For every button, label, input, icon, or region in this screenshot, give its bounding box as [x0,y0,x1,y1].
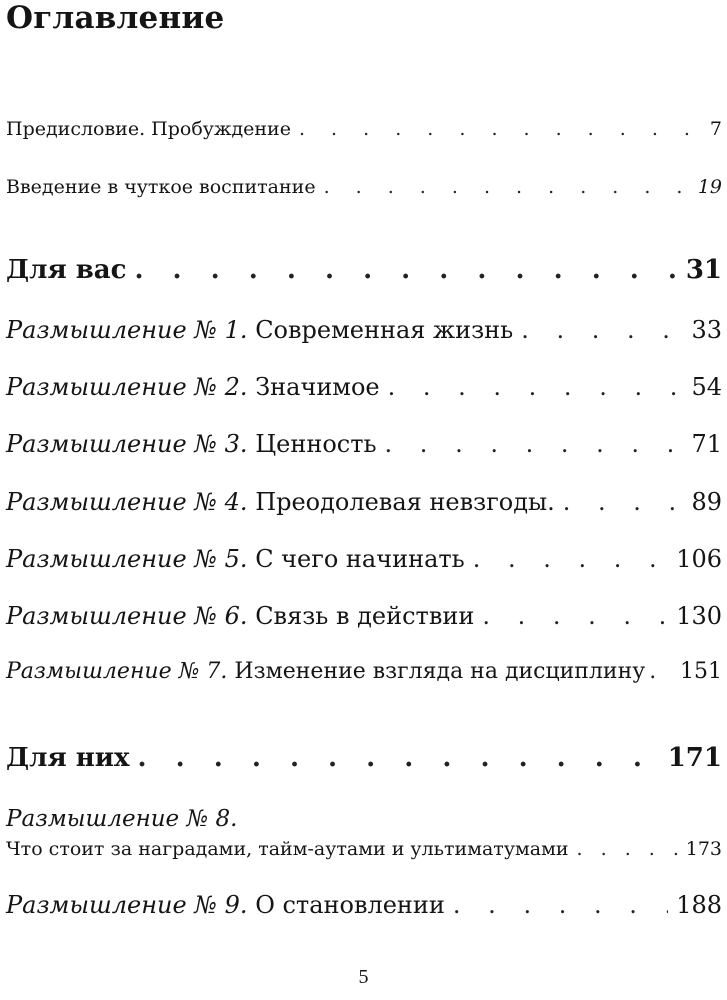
toc-entry-page: 106 [676,545,722,573]
toc-leader-dots [138,743,660,773]
toc-leader-dots [299,118,702,140]
toc-entry-prefix: Размышление № 3. [6,430,248,458]
toc-entry-page: 54 [691,373,722,401]
toc-entry-prefix: Размышление № 4. [6,488,248,516]
toc-leader-dots [453,891,668,919]
toc-entry-label: Предисловие. Пробуждение [6,118,291,140]
toc-leader-dots [385,430,684,458]
toc-section-heading[interactable] [6,255,722,285]
toc-entry[interactable] [6,488,722,516]
toc-entry-prefix: Размышление № 5. [6,545,248,573]
toc-leader-dots [324,176,690,198]
toc-section-page: 171 [667,743,722,773]
toc-entry-label: Современная жизнь [255,316,514,344]
toc-entry-label: Ценность [255,430,377,458]
toc-entry-prefix: Размышление № 1. [6,316,248,344]
toc-section-label: Для них [6,743,130,773]
toc-entry-page: 7 [709,118,722,140]
toc-entry-page: 173 [685,838,722,860]
toc-entry-page: 19 [697,176,722,198]
toc-leader-dots [649,659,676,684]
toc-entry-label: О становлении [255,891,445,919]
toc-entry[interactable] [6,430,722,458]
toc-entry-page: 188 [676,891,722,919]
toc-entry-label: Связь в действии [255,602,475,630]
toc-leader-dots [577,838,678,860]
toc-entry[interactable] [6,176,722,198]
toc-leader-dots [134,255,677,285]
toc-section-label: Для вас [6,255,127,285]
toc-entry[interactable] [6,118,722,140]
page-title: Оглавление [6,0,225,36]
toc-entry[interactable] [6,659,722,684]
toc-entry-page: 33 [691,316,722,344]
toc-leader-dots [521,316,683,344]
toc-entry[interactable] [6,602,722,630]
toc-entry-page: 151 [680,659,722,684]
toc-entry-prefix: Размышление № 6. [6,602,248,630]
toc-leader-dots [473,545,668,573]
toc-entry[interactable] [6,316,722,344]
toc-leader-dots [388,373,684,401]
toc-entry-page: 130 [676,602,722,630]
toc-entry-prefix: Размышление № 2. [6,373,248,401]
toc-entry-prefix: Размышление № 9. [6,891,248,919]
toc-section-page: 31 [685,255,722,285]
toc-entry-label: Значимое [255,373,380,401]
toc-entry-prefix: Размышление № 7. [6,659,228,684]
toc-leader-dots [482,602,668,630]
page-number: 5 [358,966,369,988]
toc-entry[interactable] [6,891,722,919]
toc-entry-prefix: Размышление № 8. [6,806,238,832]
toc-entry[interactable] [6,545,722,573]
toc-section-heading[interactable] [6,743,722,773]
toc-entry-label: Изменение взгляда на дисциплину [234,659,646,684]
toc-entry[interactable] [6,373,722,401]
toc-entry-label: Преодолевая невзгоды. [255,488,555,516]
toc-leader-dots [563,488,684,516]
toc-entry-label: Что стоит за наградами, тайм-аутами и ультиматумами [6,838,569,860]
toc-entry-label: С чего начинать [255,545,465,573]
toc-entry[interactable] [6,838,722,860]
toc-entry-page: 89 [691,488,722,516]
toc-entry-page: 71 [691,430,722,458]
toc-entry-label: Введение в чуткое воспитание [6,176,316,198]
